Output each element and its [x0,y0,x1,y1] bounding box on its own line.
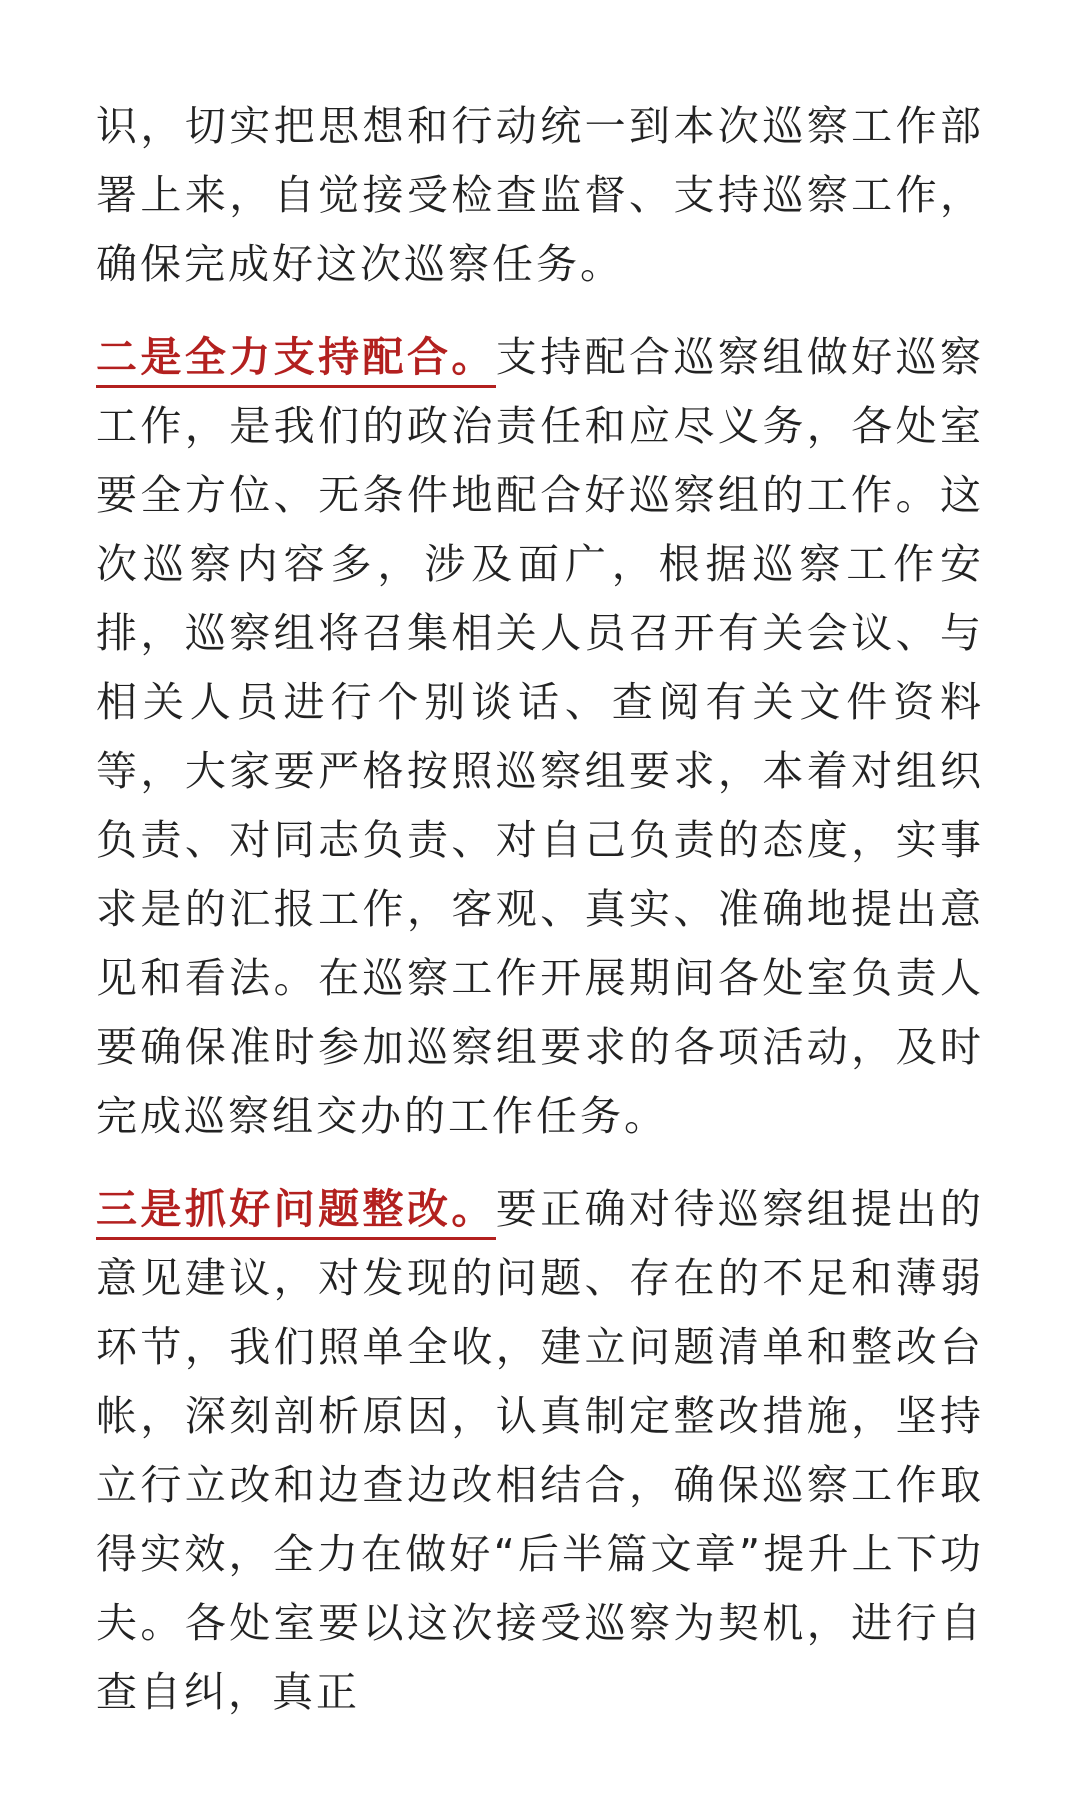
paragraph-lead-heading: 二是全力支持配合。 [96,333,496,388]
paragraph-lead-heading: 三是抓好问题整改。 [96,1185,496,1240]
paragraph-text: 支持配合巡察组做好巡察工作，是我们的政治责任和应尽义务，各处室要全方位、无条件地配合好巡察组的工作。这次巡察内容多，涉及面广，根据巡察工作安排，巡察组将召集相关人员召开有关会议、与相关人员进行个别谈话、查阅有关文件资料等，大家要严格按照巡察组要求，本着对组织负责、对同志负责、对自己负责的态度，实事求是的汇报工作，客观、真实、准确地提出意见和看法。在巡察工作开展期间各处室负责人要确保准时参加巡察组要求的各项活动，及时完成巡察组交办的工作任务。 [96,333,985,1140]
paragraph-text: 要正确对待巡察组提出的意见建议，对发现的问题、存在的不足和薄弱环节，我们照单全收，建立问题清单和整改台帐，深刻剖析原因，认真制定整改措施，坚持立行立改和边查边改相结合，确保巡察工作取得实效，全力在做好“后半篇文章”提升上下功夫。各处室要以这次接受巡察为契机，进行自查自纠，真正 [96,1185,985,1716]
article-body [96,92,984,1751]
paragraph-rectification [96,1175,984,1727]
paragraph-support-cooperation [96,323,984,1151]
paragraph-text: 识，切实把思想和行动统一到本次巡察工作部署上来，自觉接受检查监督、支持巡察工作，确保完成好这次巡察任务。 [96,102,984,288]
paragraph-continuation [96,92,984,299]
